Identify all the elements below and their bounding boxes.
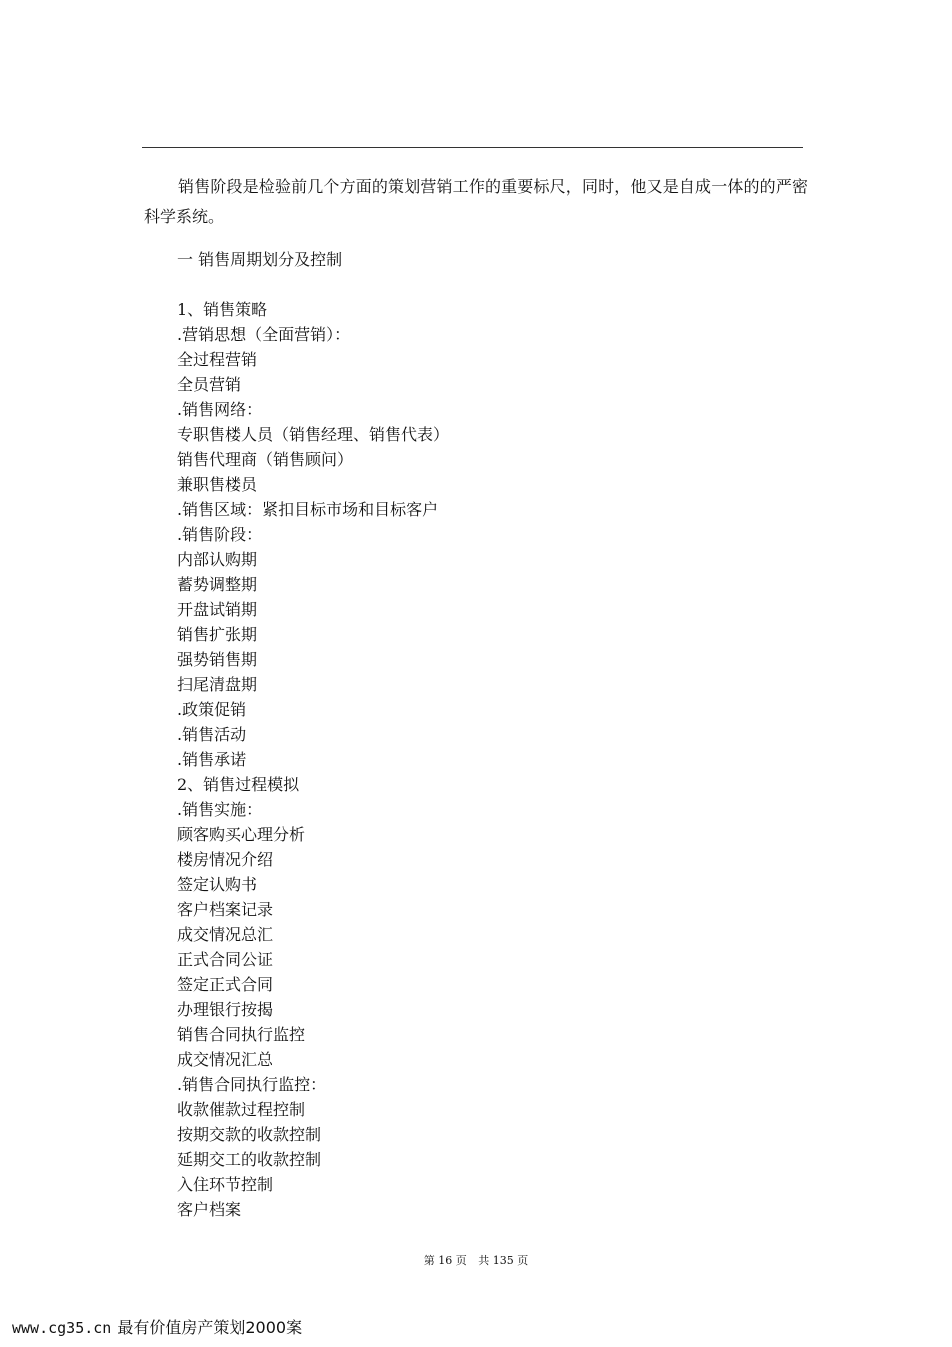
list-item: 扫尾清盘期 <box>177 675 258 694</box>
list-item: 内部认购期 <box>177 550 258 569</box>
list-item: .销售承诺 <box>177 750 247 769</box>
list-item: 客户档案记录 <box>177 900 274 919</box>
current-page: 第 16 页 <box>423 1254 467 1267</box>
list-item: 办理银行按揭 <box>177 1000 274 1019</box>
list-item: 延期交工的收款控制 <box>177 1150 322 1169</box>
list-item: 楼房情况介绍 <box>177 850 274 869</box>
list-item: 强势销售期 <box>177 650 258 669</box>
list-item: 成交情况汇总 <box>177 1050 274 1069</box>
list-item: .销售区域：紧扣目标市场和目标客户 <box>177 500 439 519</box>
list-item: 全过程营销 <box>177 350 258 369</box>
total-pages: 共 135 页 <box>478 1254 529 1267</box>
list-item: 正式合同公证 <box>177 950 274 969</box>
header-rule <box>142 147 803 148</box>
list-item: .销售阶段： <box>177 525 263 544</box>
list-item: 销售扩张期 <box>177 625 258 644</box>
list-item: 签定正式合同 <box>177 975 274 994</box>
site-tagline: 最有价值房产策划2000案 <box>117 1318 303 1337</box>
list-item: 按期交款的收款控制 <box>177 1125 322 1144</box>
list-item: .营销思想（全面营销）： <box>177 325 351 344</box>
list-item: .销售活动 <box>177 725 247 744</box>
list-item: 顾客购买心理分析 <box>177 825 306 844</box>
content-list <box>177 297 449 1222</box>
list-item: 开盘试销期 <box>177 600 258 619</box>
list-item: 专职售楼人员（销售经理、销售代表） <box>177 425 450 444</box>
list-item: 兼职售楼员 <box>177 475 258 494</box>
list-item: 销售合同执行监控 <box>177 1025 306 1044</box>
list-item: 销售代理商（销售顾问） <box>177 450 354 469</box>
list-item: .销售实施： <box>177 800 263 819</box>
list-item: 成交情况总汇 <box>177 925 274 944</box>
intro-paragraph: 销售阶段是检验前几个方面的策划营销工作的重要标尺，同时，他又是自成一体的的严密科学系统。 <box>144 177 808 226</box>
list-item: .销售网络： <box>177 400 263 419</box>
list-item: 入住环节控制 <box>177 1175 274 1194</box>
page-number <box>0 1254 952 1268</box>
list-item: 客户档案 <box>177 1200 242 1219</box>
section-heading: 一 销售周期划分及控制 <box>177 250 343 269</box>
list-item: 收款催款过程控制 <box>177 1100 306 1119</box>
list-item: 1、销售策略 <box>177 300 268 319</box>
list-item: .销售合同执行监控： <box>177 1075 327 1094</box>
site-url[interactable]: www.cg35.cn <box>12 1319 112 1337</box>
site-footer <box>12 1317 302 1339</box>
list-item: 签定认购书 <box>177 875 258 894</box>
list-item: 全员营销 <box>177 375 242 394</box>
list-item: 2、销售过程模拟 <box>177 775 300 794</box>
list-item: 蓄势调整期 <box>177 575 258 594</box>
list-item: .政策促销 <box>177 700 247 719</box>
